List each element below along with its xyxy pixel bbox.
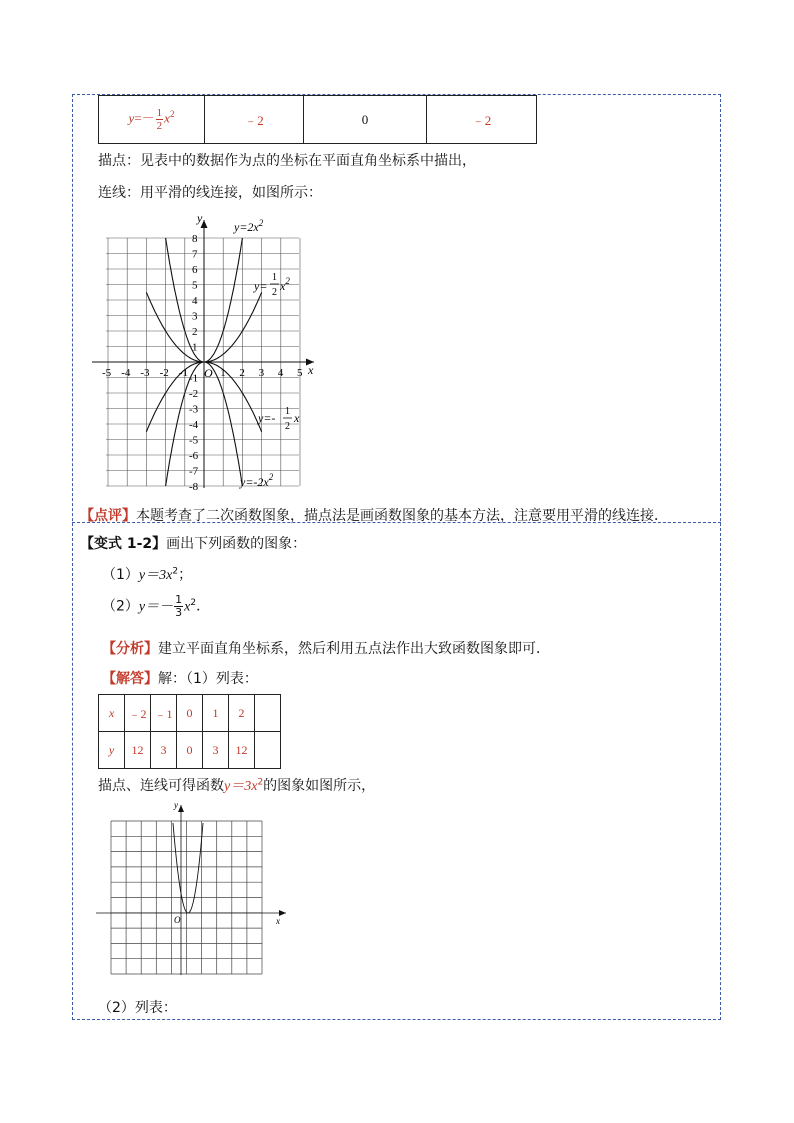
comment-line	[80, 505, 668, 525]
y-axis-arrow	[178, 805, 184, 812]
row-label	[99, 96, 205, 144]
curve-label-half	[253, 279, 267, 293]
item-var: x	[184, 599, 191, 615]
item-exp: 2	[190, 597, 197, 608]
curve-label-neg2x2	[239, 472, 274, 489]
table-cell: 3	[203, 732, 229, 769]
item-expr: y＝3x	[138, 568, 173, 583]
answer-body: 解：（1）列表：	[158, 671, 258, 687]
x-axis-label: x	[276, 916, 280, 926]
y-tick-label: -7	[189, 465, 199, 478]
row-label-exp: 2	[169, 109, 175, 120]
y-tick-label: -3	[189, 403, 199, 416]
item-prefix: （2）	[102, 598, 139, 615]
comment-tag: 【点评】	[80, 508, 136, 524]
y-tick-label: -6	[189, 450, 199, 462]
table-cell: ﹣2	[205, 96, 304, 144]
curve-label-half-num: 1	[272, 272, 277, 283]
item-2	[102, 594, 210, 619]
x-tick-label: -5	[102, 367, 112, 379]
x-tick-label: -2	[159, 367, 169, 379]
frac-den: 3	[175, 606, 183, 619]
describe-points-text: 描点：见表中的数据作为点的坐标在平面直角坐标系中描出，	[98, 153, 476, 169]
y-tick-label: 5	[192, 279, 198, 292]
table-cell: 3	[151, 732, 177, 769]
curve-label-neghalf	[257, 411, 275, 425]
comment-body: 本题考查了二次函数图象，描点法是画函数图象的基本方法，注意要用平滑的线连接．	[136, 508, 668, 524]
label-exp: 2	[268, 472, 274, 482]
table-cell	[255, 695, 281, 732]
y-tick-label: 8	[192, 233, 198, 245]
table-row	[99, 695, 281, 732]
table-cell: ﹣2	[125, 695, 151, 732]
connect-text: 连线：用平滑的线连接，如图所示：	[98, 185, 322, 201]
table-cell	[255, 732, 281, 769]
item-1	[102, 564, 192, 584]
graph-desc-line	[98, 775, 375, 795]
label-text: y=	[254, 279, 268, 293]
curve-label-neghalf-den: 2	[285, 421, 290, 432]
y-tick-label: 3	[192, 310, 198, 323]
table-cell: ﹣1	[151, 695, 177, 732]
y-tick-label: -5	[189, 434, 199, 447]
item-suffix: ．	[196, 598, 211, 615]
label-var: x	[280, 279, 286, 293]
origin-label: O	[204, 366, 213, 380]
frac-num: 1	[175, 593, 183, 606]
row-label-frac	[156, 107, 164, 132]
row-label-eq: =－	[134, 110, 155, 126]
parabola-graph-1	[92, 210, 322, 490]
desc-expr: y＝3x	[224, 779, 258, 794]
y-tick-label: 2	[192, 326, 198, 338]
value-table-2	[98, 694, 281, 769]
label-exp: 2	[258, 218, 264, 228]
x-tick-label: 3	[258, 367, 265, 379]
x-tick-label: -4	[121, 367, 131, 379]
row-label-y: y	[128, 110, 135, 126]
table-cell: 0	[304, 96, 427, 144]
variant-tag: 【变式 1-2】	[80, 536, 167, 552]
y-tick-label: -4	[189, 419, 199, 431]
label-exp: 2	[285, 276, 290, 286]
x-tick-label: 4	[277, 367, 284, 379]
value-table-1	[98, 95, 537, 144]
y-tick-label: 4	[192, 295, 198, 307]
x-tick-label: 1	[220, 367, 226, 379]
row-header-y: y	[99, 732, 125, 769]
part2-line: （2）列表：	[98, 1000, 177, 1016]
y-tick-label: 1	[192, 341, 198, 354]
row-header-x: x	[99, 695, 125, 732]
curve-label-neghalf-num: 1	[285, 406, 290, 417]
item-expr: y＝－	[138, 599, 174, 615]
item-exp: 2	[172, 566, 179, 577]
label-text: y=2x	[234, 220, 259, 234]
analysis-line	[102, 638, 550, 658]
curve-label-2x2	[233, 218, 264, 234]
curve-label-neghalf-var: x	[294, 411, 300, 425]
x-axis-label: x	[308, 363, 314, 377]
table-cell: 12	[229, 732, 255, 769]
item-frac	[174, 594, 183, 619]
desc-a: 描点、连线可得函数	[98, 778, 224, 794]
x-tick-label: 2	[239, 367, 245, 379]
x-tick-label: 5	[297, 367, 303, 379]
variant-body: 画出下列函数的图象：	[166, 536, 307, 552]
variant-line	[80, 533, 306, 553]
curve-label-half-den: 2	[272, 287, 277, 298]
desc-exp: 2	[257, 777, 264, 788]
row-label-var: x	[164, 110, 170, 126]
grid	[111, 821, 262, 974]
y-axis-label: y	[174, 800, 178, 810]
y-tick-label: 7	[192, 248, 198, 261]
analysis-tag: 【分析】	[102, 641, 158, 657]
y-tick-label: 6	[192, 264, 198, 276]
desc-b: 的图象如图所示，	[263, 778, 376, 794]
y-tick-label: -8	[189, 481, 199, 490]
x-tick-label: -3	[140, 367, 150, 379]
label-text: y=-	[258, 411, 276, 425]
analysis-body: 建立平面直角坐标系，然后利用五点法作出大致函数图象即可．	[158, 641, 550, 657]
table-cell: 0	[177, 695, 203, 732]
parabola-graph-2	[96, 800, 296, 980]
table-cell: ﹣2	[427, 96, 537, 144]
x-axis-arrow	[279, 910, 286, 916]
item-suffix: ；	[178, 567, 193, 583]
table-row	[99, 732, 281, 769]
frac-den: 2	[156, 120, 163, 132]
curve-label-half-var	[279, 276, 290, 293]
table-cell: 2	[229, 695, 255, 732]
frac-num: 1	[156, 107, 163, 119]
x-tick-label: -1	[178, 367, 188, 379]
table-cell: 0	[177, 732, 203, 769]
item-prefix: （1）	[102, 567, 139, 583]
answer-tag: 【解答】	[102, 671, 158, 687]
table-cell: 1	[203, 695, 229, 732]
table-cell: 12	[125, 732, 151, 769]
y-axis-label: y	[197, 211, 203, 225]
y-tick-label: -1	[189, 372, 199, 385]
table-row	[99, 96, 537, 144]
answer-line	[102, 668, 258, 688]
label-text: y=-2x	[240, 475, 269, 489]
origin-label: O	[174, 915, 181, 925]
y-tick-label: -2	[189, 388, 199, 400]
